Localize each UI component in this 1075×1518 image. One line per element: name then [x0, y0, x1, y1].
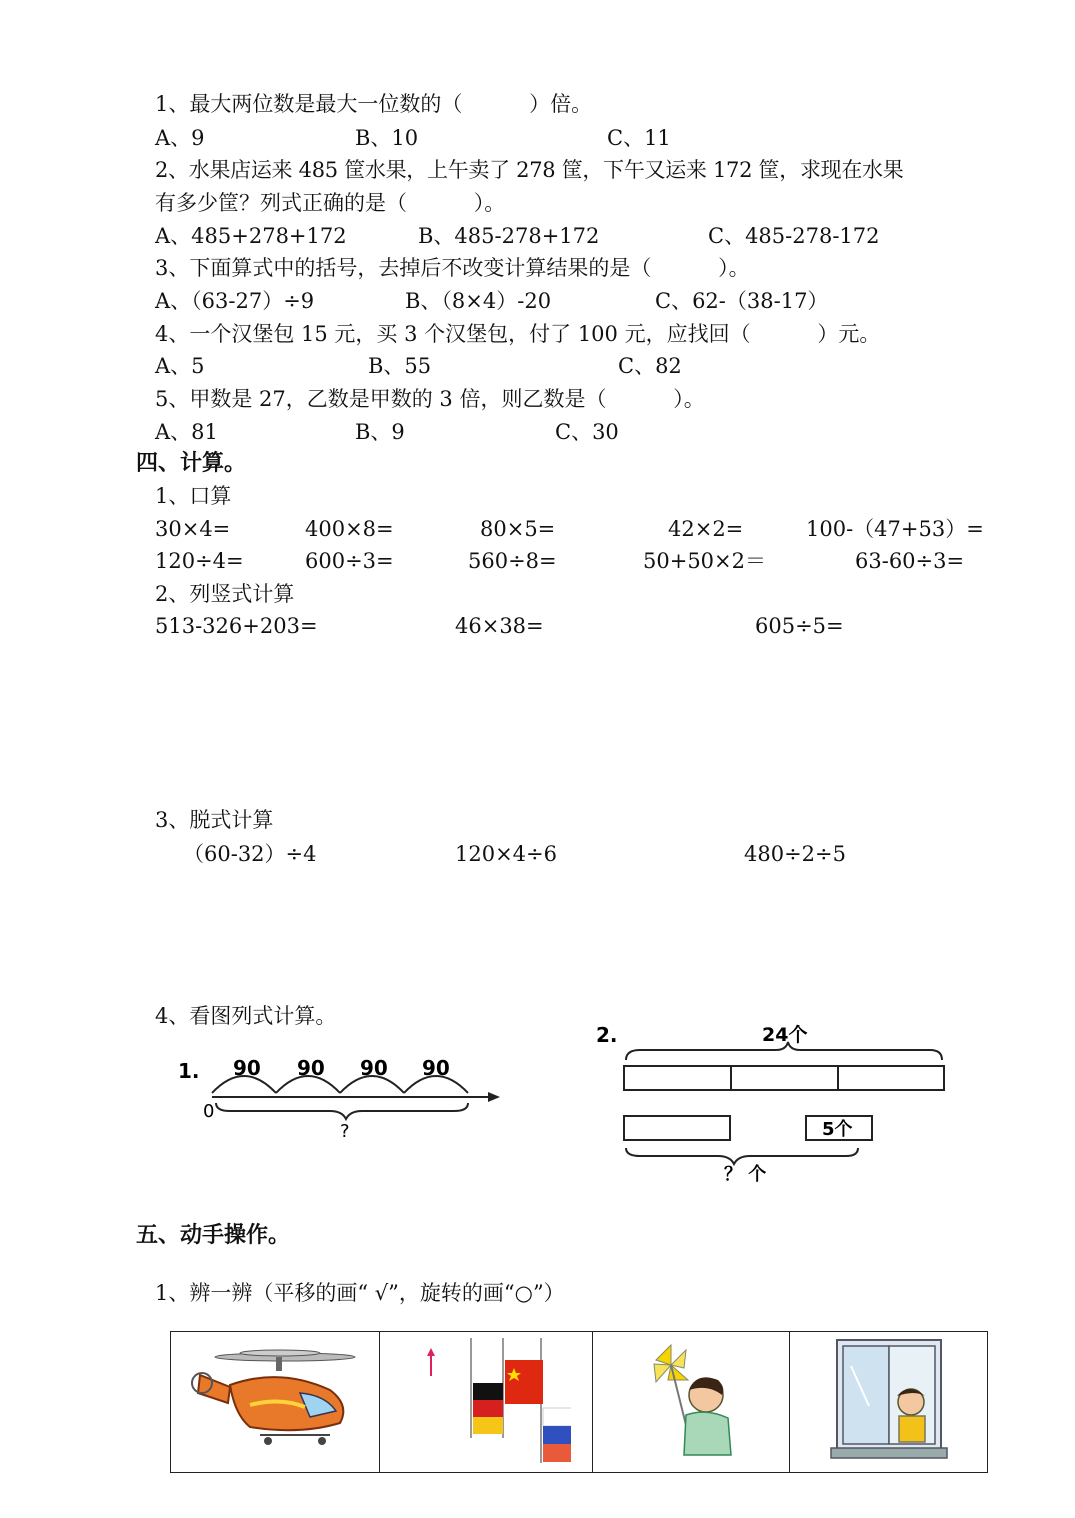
fig1-question: ? [340, 1121, 350, 1142]
option-5a: A、81 [155, 420, 218, 444]
cell-helicopter[interactable] [171, 1332, 380, 1473]
vertical-1: 513-326+203= [155, 614, 318, 638]
option-3c: C、62-（38-17） [655, 289, 829, 313]
oral-title: 1、口算 [155, 484, 232, 508]
section-5-q1: 1、辨一辨（平移的画“ √”，旋转的画“○”） [155, 1281, 565, 1305]
fig2-label: 2. [596, 1023, 618, 1047]
oral-1-3: 80×5= [480, 517, 556, 541]
fig2-question: ？ 个 [724, 1164, 767, 1185]
step-2: 120×4÷6 [455, 842, 557, 866]
question-4: 4、一个汉堡包 15 元，买 3 个汉堡包，付了 100 元，应找回（ ）元。 [155, 322, 881, 346]
option-4a: A、5 [155, 354, 205, 378]
oral-2-3: 560÷8= [468, 549, 557, 573]
vertical-3: 605÷5= [755, 614, 844, 638]
oral-1-2: 400×8= [305, 517, 394, 541]
oral-2-2: 600÷3= [305, 549, 394, 573]
jump-label-4: 90 [422, 1056, 450, 1080]
picture-title: 4、看图列式计算。 [155, 1004, 337, 1028]
step-3: 480÷2÷5 [744, 842, 846, 866]
total-label: 24个 [762, 1024, 808, 1046]
question-2: 2、水果店运来 485 筐水果，上午卖了 278 筐，下午又运来 172 筐，求现在水果 [155, 158, 904, 182]
option-2b: B、485-278+172 [418, 224, 600, 248]
fig1-label: 1. [178, 1059, 200, 1083]
jump-label-1: 90 [233, 1056, 261, 1080]
question-3: 3、下面算式中的括号，去掉后不改变计算结果的是（ ）。 [155, 256, 750, 280]
vertical-2: 46×38= [455, 614, 544, 638]
oral-2-1: 120÷4= [155, 549, 244, 573]
zero-label: 0 [203, 1101, 215, 1122]
question-5: 5、甲数是 27，乙数是甲数的 3 倍，则乙数是（ ）。 [155, 387, 705, 411]
cell-window[interactable] [790, 1332, 988, 1473]
option-1c: C、11 [607, 126, 671, 150]
option-4c: C、82 [618, 354, 682, 378]
question-1: 1、最大两位数是最大一位数的（ ）倍。 [155, 92, 593, 116]
step-title: 3、脱式计算 [155, 808, 274, 832]
window-picture [829, 1336, 949, 1464]
box-label: 5个 [822, 1119, 853, 1140]
flags-picture [401, 1338, 571, 1463]
helicopter-picture [190, 1345, 360, 1455]
pinwheel-picture [636, 1340, 746, 1460]
option-3b: B、（8×4）-20 [405, 289, 552, 313]
number-line-figure [170, 1045, 510, 1145]
jump-label-3: 90 [360, 1056, 388, 1080]
option-5b: B、9 [355, 420, 405, 444]
option-2a: A、485+278+172 [155, 224, 347, 248]
jump-label-2: 90 [297, 1056, 325, 1080]
oral-1-5: 100-（47+53）= [806, 517, 984, 541]
step-1: （60-32）÷4 [183, 842, 317, 866]
oral-2-5: 63-60÷3= [855, 549, 965, 573]
option-1b: B、10 [355, 126, 419, 150]
option-4b: B、55 [368, 354, 432, 378]
oral-1-4: 42×2= [668, 517, 744, 541]
cell-flags[interactable] [380, 1332, 593, 1473]
bar-diagram-figure [590, 1018, 960, 1188]
transform-table [170, 1331, 988, 1473]
option-2c: C、485-278-172 [708, 224, 880, 248]
option-3a: A、（63-27）÷9 [155, 289, 315, 313]
question-2-cont: 有多少筐？列式正确的是（ ）。 [155, 191, 506, 215]
oral-2-4: 50+50×2＝ [643, 549, 766, 573]
vertical-title: 2、列竖式计算 [155, 582, 295, 606]
oral-1-1: 30×4= [155, 517, 231, 541]
cell-pinwheel[interactable] [593, 1332, 790, 1473]
section-5-title: 五、动手操作。 [136, 1223, 291, 1248]
section-4-title: 四、计算。 [136, 451, 247, 476]
option-1a: A、9 [155, 126, 205, 150]
option-5c: C、30 [555, 420, 619, 444]
